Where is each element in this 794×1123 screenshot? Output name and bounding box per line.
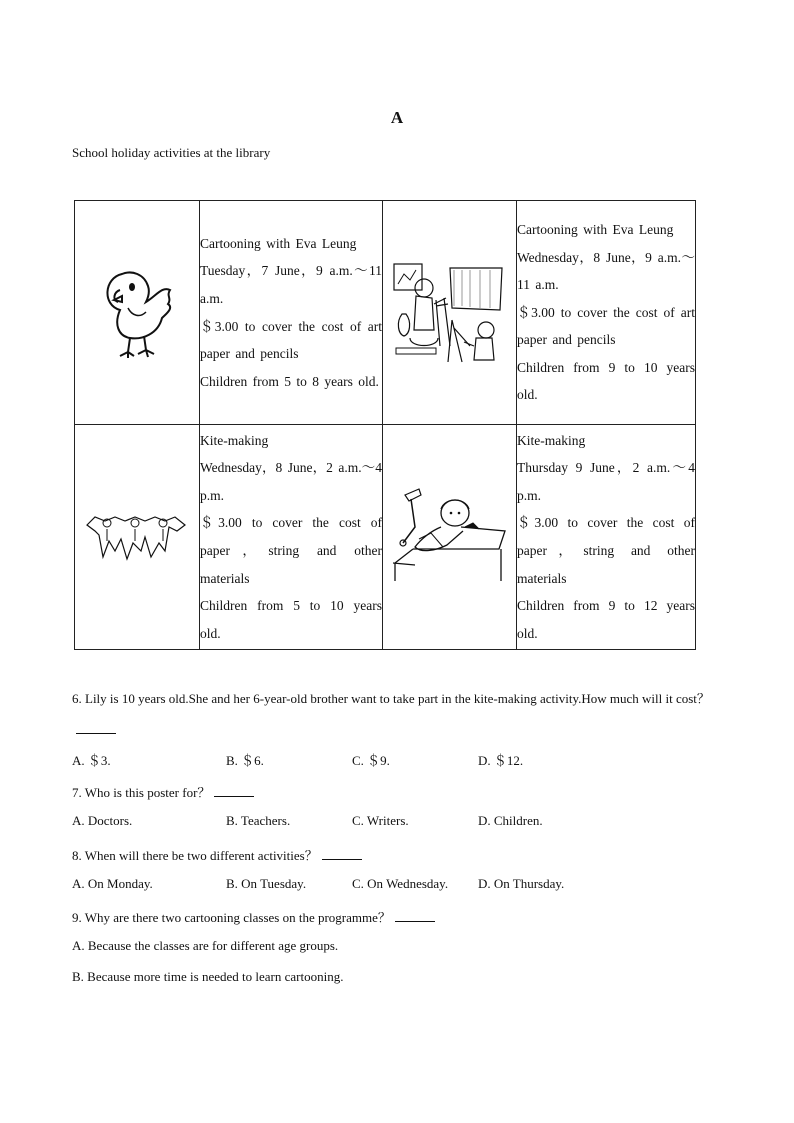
activity-cost: ＄3.00 to cover the cost of art paper and pencils bbox=[200, 318, 382, 362]
answer-blank[interactable] bbox=[322, 849, 362, 860]
answer-blank[interactable] bbox=[214, 786, 254, 797]
option-a[interactable]: A. Because the classes are for different age groups. bbox=[72, 938, 339, 953]
option-b[interactable]: B. ＄6. bbox=[226, 753, 264, 768]
question-text: 7. Who is this poster for？ bbox=[72, 785, 211, 800]
activity-name: Kite-making bbox=[517, 432, 586, 448]
activity-ages: Children from 9 to 12 years old. bbox=[517, 598, 695, 641]
activity-ages: Children from 5 to 8 years old. bbox=[200, 373, 379, 389]
child-at-desk-drawing bbox=[391, 487, 509, 583]
page-subtitle: School holiday activities at the library bbox=[72, 145, 271, 160]
question-8 bbox=[72, 845, 362, 864]
activity-cost: ＄3.00 to cover the cost of paper，string and other materials bbox=[200, 515, 382, 586]
section-title: A bbox=[390, 108, 404, 127]
activity-ages: Children from 9 to 10 years old. bbox=[517, 359, 695, 403]
question-6 bbox=[72, 683, 722, 745]
question-9 bbox=[72, 907, 435, 926]
activity-image-cell bbox=[383, 425, 517, 650]
children-painting-drawing bbox=[390, 250, 510, 370]
activity-time: Tuesday，7 June，9 a.m.～11 a.m. bbox=[200, 263, 382, 306]
chick-drawing bbox=[92, 260, 182, 360]
activities-table bbox=[74, 200, 696, 650]
option-d[interactable]: D. Children. bbox=[478, 813, 543, 828]
answer-blank[interactable] bbox=[76, 723, 116, 734]
option-b[interactable]: B. On Tuesday. bbox=[226, 876, 307, 891]
option-c[interactable]: C. On Wednesday. bbox=[352, 876, 449, 891]
activity-details bbox=[200, 201, 383, 425]
activity-name: Cartooning with Eva Leung bbox=[517, 221, 674, 237]
option-b[interactable]: B. Teachers. bbox=[226, 813, 291, 828]
question-text: 9. Why are there two cartooning classes on the programme？ bbox=[72, 910, 391, 925]
activity-name: Kite-making bbox=[200, 432, 269, 448]
question-text: 8. When will there be two different activities？ bbox=[72, 848, 318, 863]
option-d[interactable]: D. ＄12. bbox=[478, 753, 524, 768]
activity-cost: ＄3.00 to cover the cost of art paper and pencils bbox=[517, 304, 695, 348]
option-b[interactable]: B. Because more time is needed to learn cartooning. bbox=[72, 969, 344, 984]
activity-image-cell bbox=[383, 201, 517, 425]
question-7 bbox=[72, 782, 254, 801]
activity-name: Cartooning with Eva Leung bbox=[200, 235, 357, 251]
option-a[interactable]: A. On Monday. bbox=[72, 876, 153, 891]
activity-time: Wednesday，8 June，9 a.m.～11 a.m. bbox=[517, 249, 695, 293]
option-c[interactable]: C. ＄9. bbox=[352, 753, 390, 768]
activity-details bbox=[517, 425, 696, 650]
activity-cost: ＄3.00 to cover the cost of paper，string and other materials bbox=[517, 515, 695, 586]
activity-image-cell bbox=[75, 201, 200, 425]
option-a[interactable]: A. Doctors. bbox=[72, 813, 133, 828]
option-c[interactable]: C. Writers. bbox=[352, 813, 409, 828]
paper-cutout-kites-drawing bbox=[85, 507, 189, 563]
activity-ages: Children from 5 to 10 years old. bbox=[200, 598, 382, 641]
answer-blank[interactable] bbox=[395, 911, 435, 922]
activity-details bbox=[200, 425, 383, 650]
activity-image-cell bbox=[75, 425, 200, 650]
activity-time: Wednesday，8 June，2 a.m.～4 p.m. bbox=[200, 460, 382, 503]
activity-details bbox=[517, 201, 696, 425]
question-text: 6. Lily is 10 years old.She and her 6-year-old brother want to take part in the kite-making activity.How much will it cost？ bbox=[72, 691, 710, 706]
option-a[interactable]: A. ＄3. bbox=[72, 753, 111, 768]
option-d[interactable]: D. On Thursday. bbox=[478, 876, 565, 891]
activity-time: Thursday 9 June，2 a.m.～4 p.m. bbox=[517, 460, 695, 503]
